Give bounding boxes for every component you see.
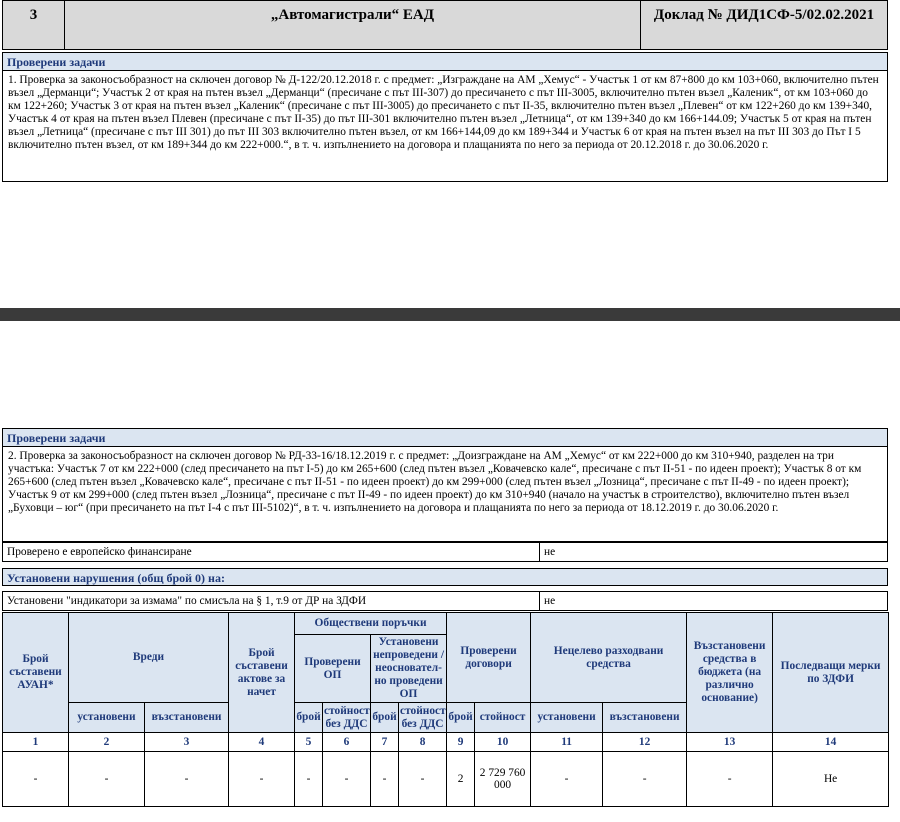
table-cell: - [3, 752, 69, 807]
sub-notheld-count: брой [371, 703, 399, 733]
column-number: 7 [371, 733, 399, 752]
column-number: 14 [773, 733, 889, 752]
report-number: Доклад № ДИД1СФ-5/02.02.2021 [653, 7, 875, 23]
header-restored-budget: Възстановени средства в бюджета (на различно основание) [687, 613, 773, 733]
column-number: 4 [229, 733, 295, 752]
header-acts: Брой съставени актове за начет [229, 613, 295, 733]
header-not-held: Установени непроведени / неоснователно проведени ОП [371, 635, 447, 703]
column-separator [539, 543, 540, 561]
table-cell: - [603, 752, 687, 807]
header-auan: Брой съставени АУАН* [3, 613, 69, 733]
sub-misused-restored: възстановени [603, 703, 687, 733]
column-number: 8 [399, 733, 447, 752]
table-cell: - [69, 752, 145, 807]
table-cell: Не [773, 752, 889, 807]
page-divider [0, 308, 900, 321]
fraud-indicators-value: не [544, 595, 556, 607]
header-procurement: Обществени поръчки [295, 613, 447, 635]
header-checked-op: Проверени ОП [295, 635, 371, 703]
sub-damage-restored: възстановени [145, 703, 229, 733]
eu-financing-row [2, 542, 888, 562]
violations-table [2, 612, 889, 807]
column-number: 13 [687, 733, 773, 752]
column-number: 12 [603, 733, 687, 752]
sub-op-count: брой [295, 703, 323, 733]
report-header [2, 0, 888, 50]
fraud-indicators-label: Установени "индикатори за измама" по смисъла на § 1, т.9 от ДР на ЗДФИ [7, 595, 367, 607]
table-cell: - [323, 752, 371, 807]
header-contracts: Проверени договори [447, 613, 531, 703]
header-misused: Нецелево разходвани средства [531, 613, 687, 703]
sub-op-value: стойност без ДДС [323, 703, 371, 733]
column-number: 5 [295, 733, 323, 752]
table-cell: - [371, 752, 399, 807]
section2-text: 2. Проверка за законосъобразност на сключен договор № РД-33-16/18.12.2019 г. с предмет: „Доизграждане на АМ „Хемус“ от км 222+000 до км 310+940, разделен на три участъка: Участък 7 от км 222+000 (след пресичането на път I-5) до км 265+600 (след пътен възел „Ковачевско кале“, пресичане с път II-51 - по идеен проект); Участък 8 от км 265+600 (след пътен възел „Ковачевско кале“, пресичане с път II-51 - по идеен проект) до км 299+000 (след пътен възел „Лозница“, пресичане с път II-49 - по идеен проект); Участък 9 от км 299+000 (след пътен възел „Лозница“, пресичане с път II-49 - по идеен проект) до км 310+940 (начало на участък в строителство), включително пътен възел „Буховци – юг“ (при пресичането на път I-4 с път III-5102)“, в т. ч. изпълнението на договора и плащанията по него за периода от 18.12.2019 г. до 30.06.2020 г. [2, 446, 888, 542]
column-separator [539, 592, 540, 610]
organization-name: „Автомагистрали“ ЕАД [65, 1, 641, 49]
header-damage: Вреди [69, 613, 229, 703]
column-number: 6 [323, 733, 371, 752]
section1-text: 1. Проверка за законосъобразност на сключен договор № Д-122/20.12.2018 г. с предмет: „Изграждане на АМ „Хемус“ - Участък 1 от км 87+800 до км 103+060, включително пътен възел „Дерманци“; Участък 2 от края на пътен възел „Дерманци“ (пресичане с път III-307) до пресичането с път III-3005, включително пътен възел „Каленик“, от км 103+060 до км 122+260; Участък 3 от края на пътен възел „Каленик“ (пресичане с път III-3005) до пресичането с път II-35, включително пътен възел „Плевен“ от км 122+260 до км 139+340, Участък 4 от края на пътен възел Плевен (пресичане с път II-35) до път III-301 включително пътен възел „Летница“, от км 139+340 до км 166+144.09; Участък 5 от края на пътен възел „Летница“ (пресичане с път III 301) до път III 303 включително пътен възел, от км 166+144,09 до км 189+344 и Участък 6 от края на пътен възел на път III 303 до Път I 5 включително пътен възел, от км 189+344 до км 222+000.“, в т. ч. изпълнението на договора и плащанията по него за периода от 20.12.2018 г. до 30.06.2020 г. [2, 70, 888, 182]
sub-misused-established: установени [531, 703, 603, 733]
eu-financing-label: Проверено е европейско финансиране [7, 546, 192, 558]
table-cell: - [145, 752, 229, 807]
table-cell: 2 729 760 000 [475, 752, 531, 807]
section-number: 3 [3, 1, 65, 49]
section1-title: Проверени задачи [2, 52, 888, 70]
column-number: 1 [3, 733, 69, 752]
sub-contracts-value: стойност [475, 703, 531, 733]
values-row [3, 752, 889, 807]
column-number: 11 [531, 733, 603, 752]
column-numbers-row [3, 733, 889, 752]
column-number: 10 [475, 733, 531, 752]
section2-title: Проверени задачи [2, 428, 888, 446]
sub-notheld-value: стойност без ДДС [399, 703, 447, 733]
table-cell: - [295, 752, 323, 807]
table-cell: - [687, 752, 773, 807]
table-cell: - [399, 752, 447, 807]
column-number: 2 [69, 733, 145, 752]
table-cell: - [531, 752, 603, 807]
eu-financing-value: не [544, 546, 556, 558]
fraud-indicators-row [2, 591, 888, 611]
table-cell: - [229, 752, 295, 807]
table-cell: 2 [447, 752, 475, 807]
header-followup: Последващи мерки по ЗДФИ [773, 613, 889, 733]
sub-damage-established: установени [69, 703, 145, 733]
column-number: 3 [145, 733, 229, 752]
violations-title: Установени нарушения (общ брой 0) на: [2, 568, 888, 586]
sub-contracts-count: брой [447, 703, 475, 733]
column-number: 9 [447, 733, 475, 752]
